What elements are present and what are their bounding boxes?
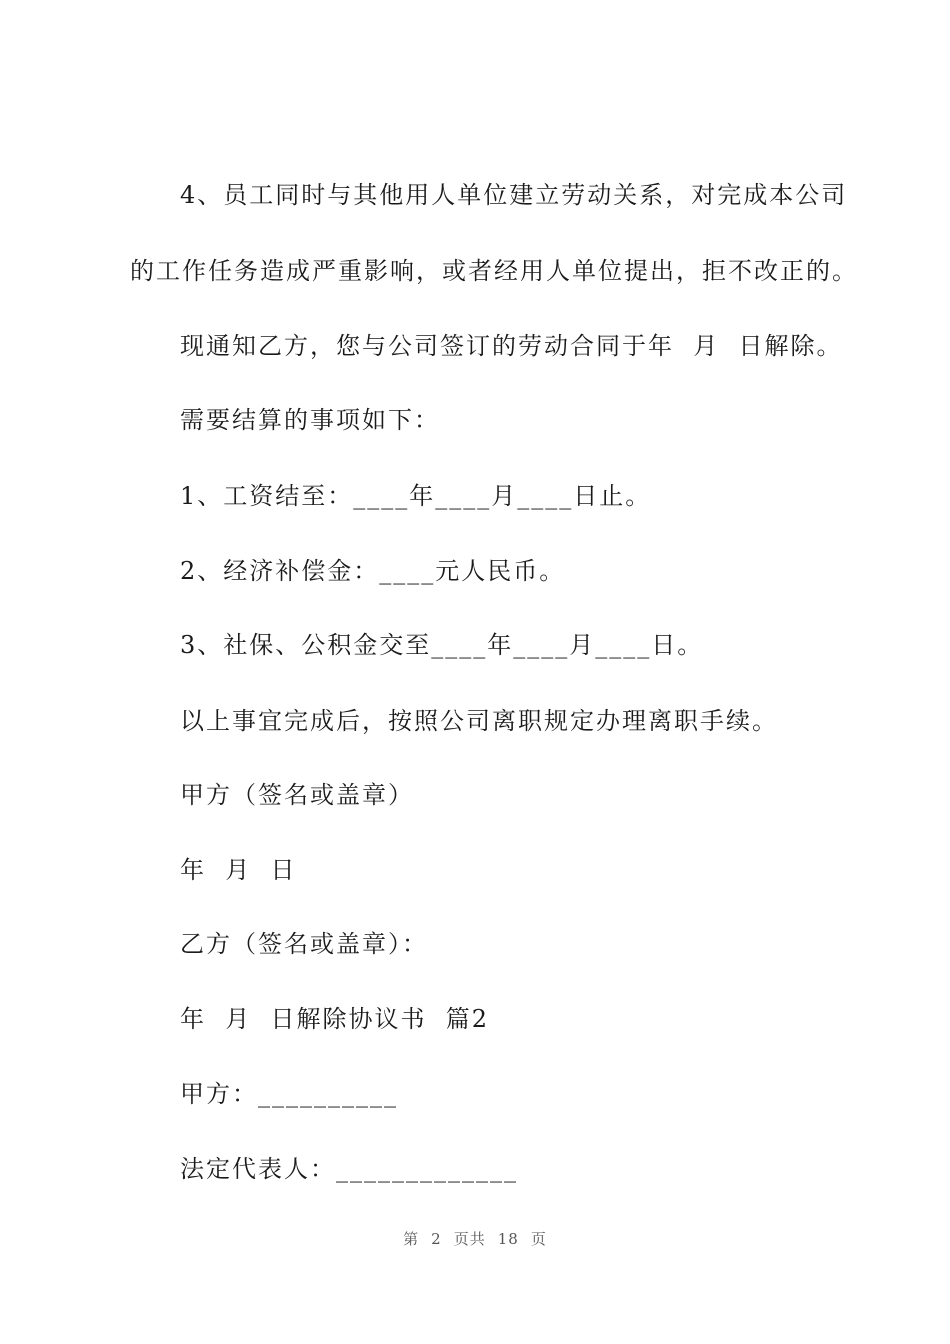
party-a-date: 年 月 日	[180, 856, 297, 884]
notice-line: 现通知乙方，您与公司签订的劳动合同于年 月 日解除。	[180, 332, 843, 360]
paragraph-line-1: 4、员工同时与其他用人单位建立劳动关系，对完成本公司	[180, 181, 848, 209]
page-footer	[0, 1228, 950, 1249]
footer-total-pages: 18	[497, 1230, 519, 1248]
legal-representative-field: 法定代表人：_____________	[180, 1155, 518, 1183]
settlement-item-wage: 1、工资结至：____年____月____日止。	[180, 482, 652, 510]
footer-page-number: 2	[431, 1230, 442, 1248]
party-a-field: 甲方：__________	[180, 1080, 398, 1108]
settlement-item-social-insurance: 3、社保、公积金交至____年____月____日。	[180, 631, 704, 659]
settlement-heading: 需要结算的事项如下：	[180, 406, 440, 434]
paragraph-line-2: 的工作任务造成严重影响，或者经用人单位提出，拒不改正的。	[130, 257, 858, 285]
party-a-signature: 甲方（签名或盖章）	[180, 781, 414, 809]
footer-ye: 页	[530, 1230, 547, 1248]
section-title: 年 月 日解除协议书 篇2	[180, 1005, 490, 1033]
footer-ye-gong: 页共	[453, 1230, 486, 1248]
settlement-item-compensation: 2、经济补偿金：____元人民币。	[180, 557, 566, 585]
procedure-line: 以上事宜完成后，按照公司离职规定办理离职手续。	[180, 707, 778, 735]
footer-di: 第	[403, 1230, 420, 1248]
party-b-signature: 乙方（签名或盖章）：	[180, 930, 428, 958]
